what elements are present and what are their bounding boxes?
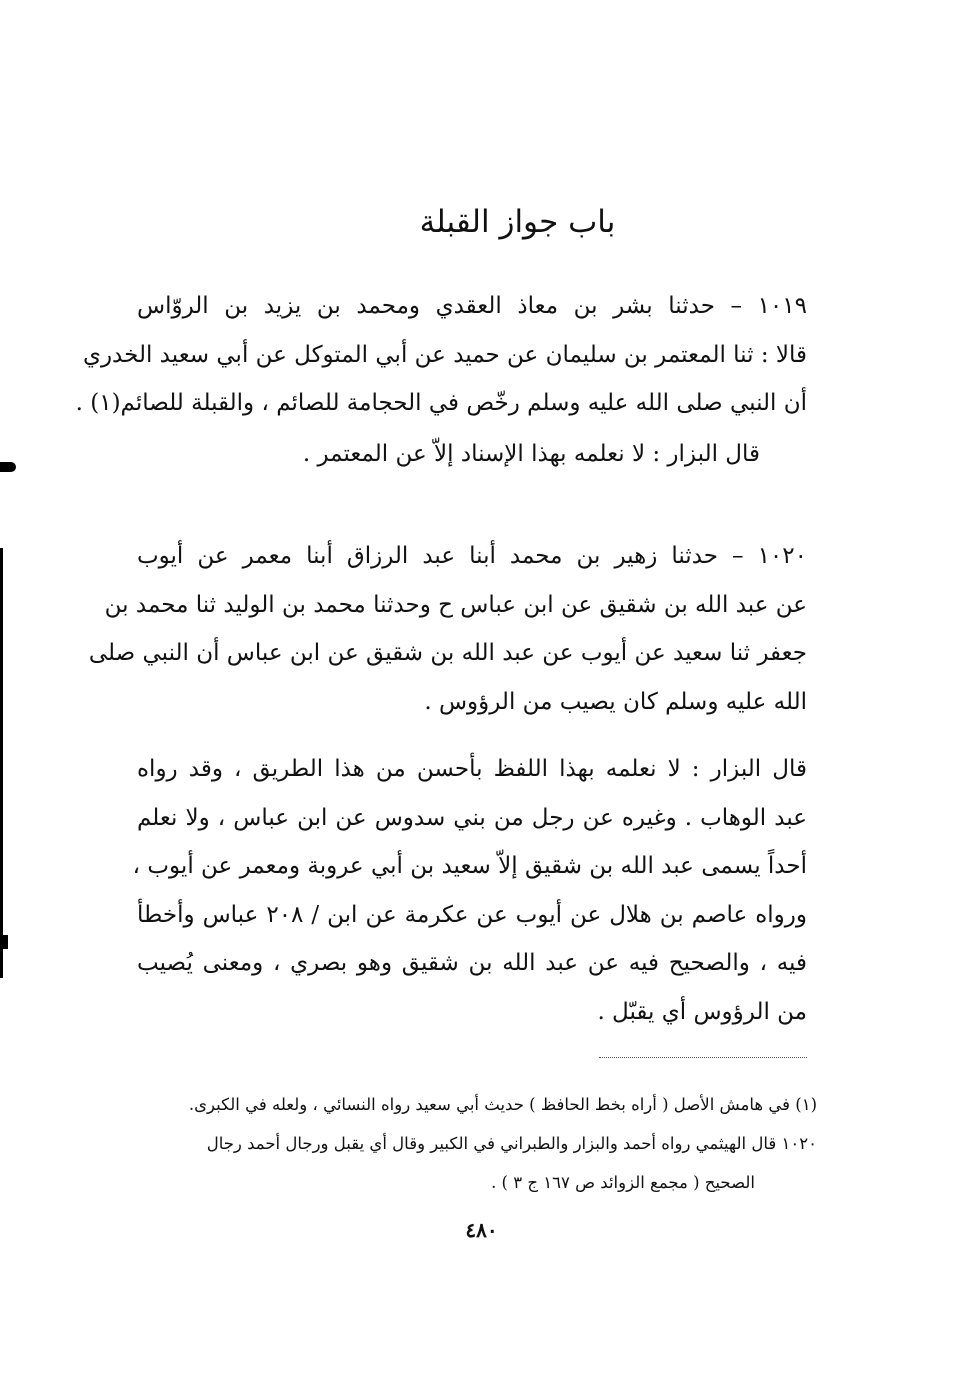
footnote-1020: ١٠٢٠ قال الهيثمي رواه أحمد والبزار والطبراني في الكبير وقال أي يقبل ورجال أحمد رجال xyxy=(206,1134,817,1153)
edge-mark xyxy=(0,935,8,949)
binding-edge-line xyxy=(0,548,3,978)
page-number xyxy=(0,1218,955,1242)
footnote-1: (١) في هامش الأصل ( أراه بخط الحافظ ) حديث أبي سعيد رواه النسائي ، ولعله في الكبرى. xyxy=(188,1095,817,1114)
text-line: قالا : ثنا المعتمر بن سليمان عن حميد عن أبي المتوكل عن أبي سعيد الخدري xyxy=(82,341,807,368)
text-line: فيه ، والصحيح فيه عن عبد الله بن شقيق وهو بصري ، ومعنى يُصيب xyxy=(137,950,807,976)
text-line: ١٠٢٠ – حدثنا زهير بن محمد أبنا عبد الرزاق أبنا معمر عن أيوب xyxy=(137,543,807,569)
text-line: أن النبي صلى الله عليه وسلم رخّص في الحجامة للصائم ، والقبلة للصائم(١) . xyxy=(75,390,807,416)
edge-mark xyxy=(0,462,16,472)
text-line: ورواه عاصم بن هلال عن أيوب عن عكرمة عن ابن / ٢٠٨ عباس وأخطأ xyxy=(137,901,808,928)
hadith-1019 xyxy=(75,282,807,428)
text-line: عبد الوهاب . وغيره عن رجل من بني سدوس عن ابن عباس ، ولا نعلم xyxy=(137,804,807,831)
text-line: ١٠١٩ – حدثنا بشر بن معاذ العقدي ومحمد بن يزيد بن الروّاس xyxy=(137,293,807,319)
commentary-1020 xyxy=(132,745,808,1036)
footnote-1020-continued: الصحيح ( مجمع الزوائد ص ١٦٧ ج ٣ ) . xyxy=(491,1173,755,1192)
commentary-1019 xyxy=(140,430,760,479)
chapter-title-text: باب جواز القبلة xyxy=(419,204,616,240)
chapter-title xyxy=(0,204,955,240)
footnotes xyxy=(137,1085,817,1202)
text-line: جعفر ثنا سعيد عن أيوب عن عبد الله بن شقيق عن ابن عباس أن النبي صلى xyxy=(88,640,807,666)
text-line: قال البزار : لا نعلمه بهذا الإسناد إلاّ عن المعتمر . xyxy=(302,441,760,467)
footnote-separator xyxy=(599,1057,807,1058)
hadith-1020 xyxy=(88,532,807,726)
text-line: من الرؤوس أي يقبّل . xyxy=(597,998,807,1025)
text-line: عن عبد الله بن شقيق عن ابن عباس ح وحدثنا محمد بن الوليد ثنا محمد بن xyxy=(104,591,807,618)
text-line: الله عليه وسلم كان يصيب من الرؤوس . xyxy=(424,688,807,715)
text-line: أحداً يسمى عبد الله بن شقيق إلاّ سعيد بن أبي عروبة ومعمر عن أيوب ، xyxy=(132,853,807,879)
page-number-text: ٤٨٠ xyxy=(465,1218,498,1242)
text-line: قال البزار : لا نعلمه بهذا اللفظ بأحسن من هذا الطريق ، وقد رواه xyxy=(137,756,807,782)
